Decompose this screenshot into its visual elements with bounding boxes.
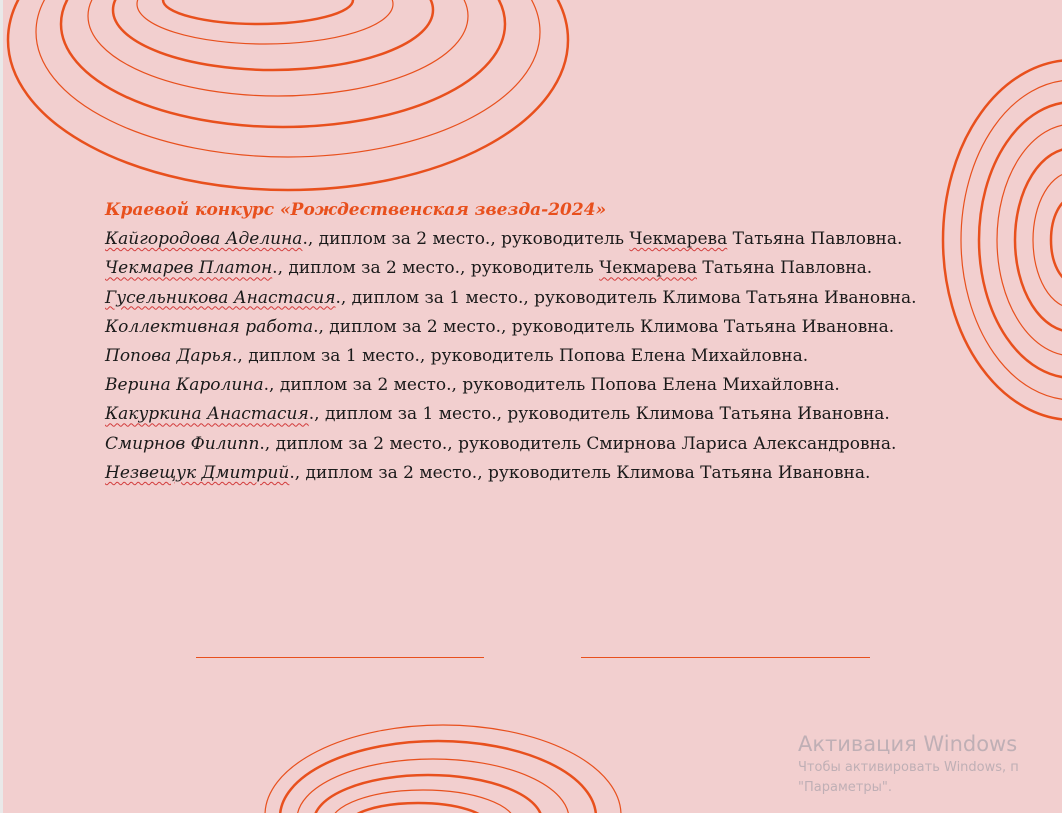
award-text: ., диплом за 1 место., руководитель Климова Татьяна Ивановна.	[335, 287, 917, 308]
list-item	[105, 342, 965, 371]
award-text: ., диплом за 2 место., руководитель	[302, 229, 630, 250]
watermark-line: "Параметры".	[798, 780, 892, 795]
participant-name: Гусельникова Анастасия	[105, 287, 336, 308]
list-item	[105, 254, 965, 283]
participant-name: Попова Дарья	[105, 346, 233, 367]
award-text: ., диплом за 2 место., руководитель Климова Татьяна Ивановна.	[289, 462, 871, 483]
participant-name: Чекмарев Платон	[105, 258, 273, 279]
list-item	[105, 430, 965, 459]
list-item	[105, 284, 965, 313]
participant-name: Кайгородова Аделина	[105, 229, 303, 250]
participant-name: Коллективная работа	[105, 316, 314, 337]
award-text: ., диплом за 2 место., руководитель	[272, 258, 600, 279]
divider-line-right	[581, 657, 870, 658]
wood-ring-decoration-bottom	[253, 715, 633, 813]
award-text: ., диплом за 2 место., руководитель Смирнова Лариса Александровна.	[259, 433, 897, 454]
list-item	[105, 400, 965, 429]
windows-activation-watermark	[798, 730, 1062, 798]
leader-surname: Чекмарева	[599, 258, 697, 279]
wood-ring-decoration-top-left	[3, 0, 603, 200]
leader-given-names: Татьяна Павловна.	[727, 229, 903, 250]
list-item	[105, 313, 965, 342]
document-body	[105, 196, 965, 488]
watermark-title: Активация Windows	[798, 732, 1018, 756]
participant-name: Верина Каролина	[105, 375, 264, 396]
document-page	[3, 0, 1062, 813]
award-text: ., диплом за 2 место., руководитель Климова Татьяна Ивановна.	[313, 316, 895, 337]
list-item	[105, 459, 965, 488]
participant-name: Незвещук Дмитрий	[105, 462, 290, 483]
divider-line-left	[196, 657, 484, 658]
leader-given-names: Татьяна Павловна.	[696, 258, 873, 279]
award-text: ., диплом за 1 место., руководитель Попова Елена Михайловна.	[232, 346, 809, 367]
award-text: ., диплом за 2 место., руководитель Попова Елена Михайловна.	[263, 375, 840, 396]
watermark-line: Чтобы активировать Windows, п	[798, 760, 1019, 775]
participant-name: Смирнов Филипп	[105, 433, 260, 454]
leader-surname: Чекмарева	[629, 229, 728, 250]
list-item	[105, 371, 965, 400]
list-item	[105, 225, 965, 254]
contest-heading: Краевой конкурс «Рождественская звезда-2024»	[105, 200, 607, 220]
award-text: ., диплом за 1 место., руководитель Климова Татьяна Ивановна.	[308, 404, 890, 425]
participant-name: Какуркина Анастасия	[105, 404, 309, 425]
